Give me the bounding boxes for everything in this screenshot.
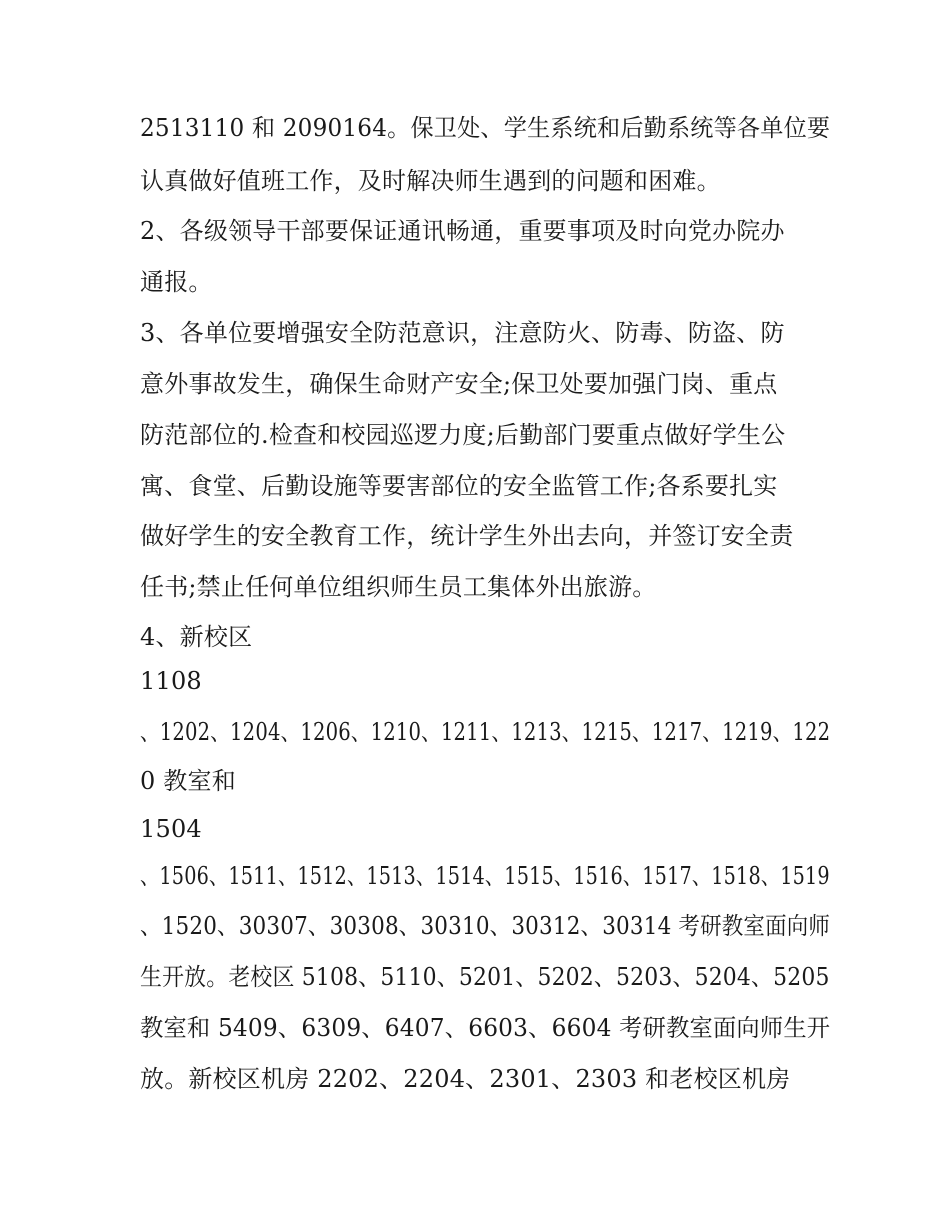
text-line: 教室和 5409、6309、6407、6603、6604 考研教室面向师生开 (140, 1014, 831, 1042)
text-line: 3、各单位要增强安全防范意识，注意防火、防毒、防盗、防 (140, 319, 785, 347)
text-line: 寓、食堂、后勤设施等要害部位的安全监管工作;各系要扎实 (140, 472, 778, 500)
text-line: 4、新校区 (140, 623, 253, 651)
text-line: 防范部位的.检查和校园巡逻力度;后勤部门要重点做好学生公 (140, 421, 786, 449)
text-line: 生开放。老校区 5108、5110、5201、5202、5203、5204、5205 (140, 963, 830, 991)
text-line: 放。新校区机房 2202、2204、2301、2303 和老校区机房 (140, 1065, 791, 1093)
text-line: 2513110 和 2090164。保卫处、学生系统和后勤系统等各单位要 (140, 114, 831, 142)
text-line: 0 教室和 (140, 767, 236, 795)
text-line: 2、各级领导干部要保证通讯畅通，重要事项及时向党办院办 (140, 217, 785, 245)
text-line: 、1202、1204、1206、1210、1211、1213、1215、1217、1219、122 (140, 718, 831, 746)
text-line: 做好学生的安全教育工作，统计学生外出去向，并签订安全责 (140, 522, 794, 550)
text-line: 1504 (140, 815, 202, 843)
text-line: 、1520、30307、30308、30310、30312、30314 考研教室面向师 (140, 912, 831, 940)
text-line: 1108 (140, 667, 202, 695)
text-line: 任书;禁止任何单位组织师生员工集体外出旅游。 (140, 573, 657, 601)
text-line: 意外事故发生，确保生命财产安全;保卫处要加强门岗、重点 (140, 370, 778, 398)
text-line: 通报。 (140, 268, 213, 296)
text-line: 、1506、1511、1512、1513、1514、1515、1516、1517、1518、1519 (140, 862, 830, 890)
text-line: 认真做好值班工作，及时解决师生遇到的问题和困难。 (140, 167, 721, 195)
